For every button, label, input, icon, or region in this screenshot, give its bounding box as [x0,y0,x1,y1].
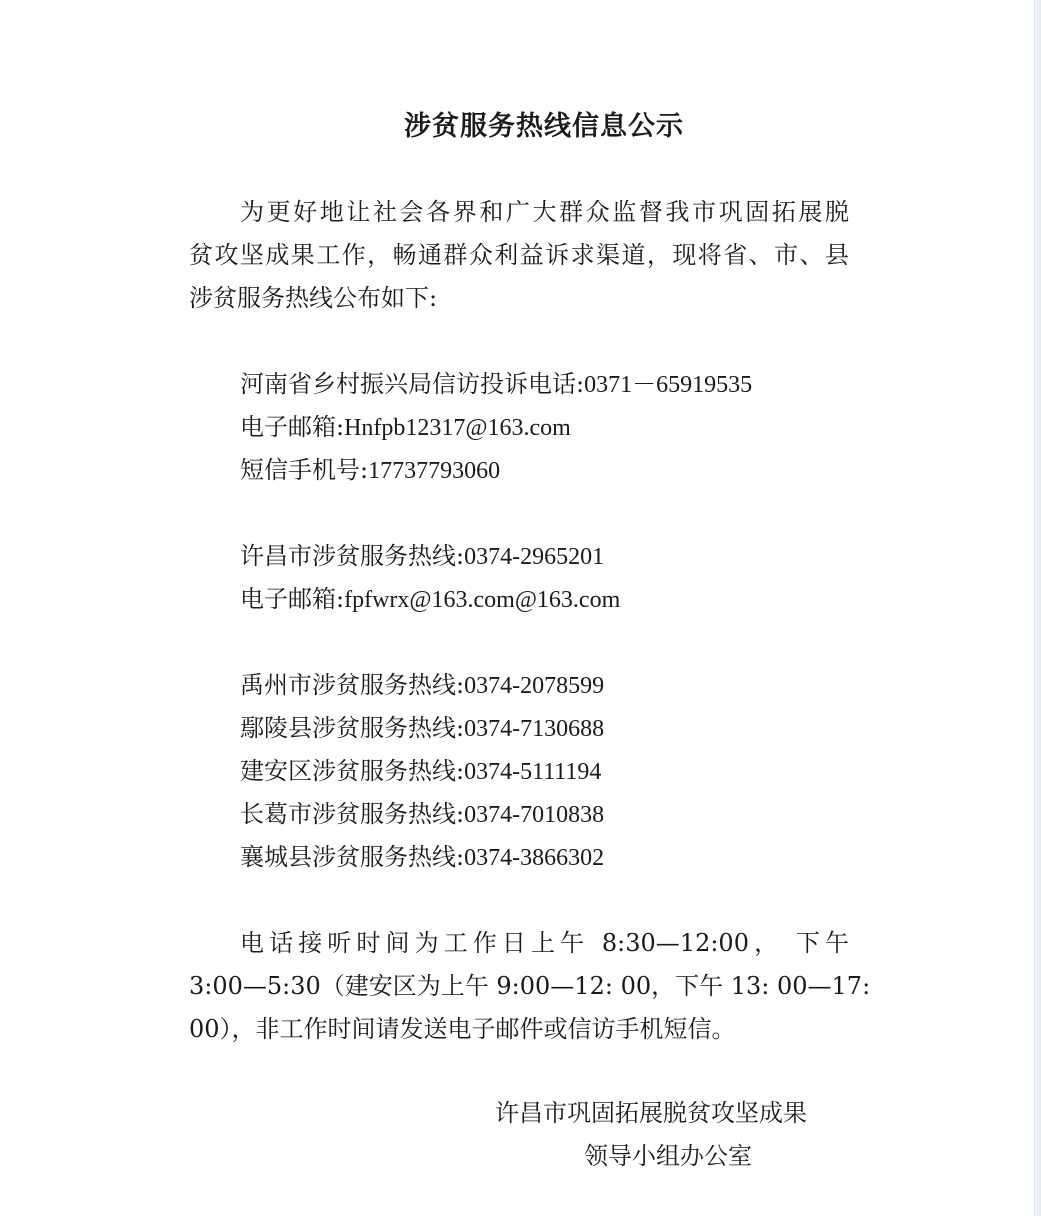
page-edge-divider [1034,0,1041,1216]
intro-line-3: 涉贫服务热线公布如下: [189,284,438,312]
county-hotline-value: 0374-2078599 [464,673,605,699]
province-email-row [240,412,571,443]
city-email-value: fpfwrx@163.com@163.com [344,587,621,613]
province-email-label: 电子邮箱: [240,413,345,441]
province-sms-row [240,455,500,486]
signature-organization: 许昌市巩固拓展脱贫攻坚成果 [495,1099,807,1127]
county-hotline-label: 襄城县涉贫服务热线: [240,843,465,871]
county-hotline-label: 鄢陵县涉贫服务热线: [240,714,465,742]
county-hotline-label: 禹州市涉贫服务热线: [240,671,465,699]
province-phone-row [240,369,752,400]
province-sms-label: 短信手机号: [240,456,369,484]
province-sms-value: 17737793060 [368,458,501,484]
city-email-row [240,584,620,615]
county-hotline-value: 0374-7130688 [464,716,605,742]
county-hotline-label: 建安区涉贫服务热线: [240,757,465,785]
county-hotline-label: 长葛市涉贫服务热线: [240,800,465,828]
province-email-value: Hnfpb12317@163.com [344,415,571,441]
county-hotline-row [240,670,604,701]
signature-office: 领导小组办公室 [584,1142,752,1170]
hours-line-2: 3:00—5:30（建安区为上午 9:00—12: 00，下午 13: 00—17: [189,972,871,1000]
county-hotline-row [240,713,604,744]
intro-line-1: 为更好地让社会各界和广大群众监督我市巩固拓展脱 [240,198,849,226]
county-hotline-row [240,756,601,787]
city-phone-label: 许昌市涉贫服务热线: [240,542,465,570]
county-hotline-row [240,842,604,873]
city-phone-row [240,541,604,572]
province-phone-value: 0371－65919535 [584,372,753,398]
county-hotline-row [240,799,604,830]
hours-line-3: 00），非工作时间请发送电子邮件或信访手机短信。 [189,1015,736,1043]
county-hotline-value: 0374-3866302 [464,845,605,871]
city-phone-value: 0374-2965201 [464,544,605,570]
city-email-label: 电子邮箱: [240,585,345,613]
intro-line-2: 贫攻坚成果工作，畅通群众利益诉求渠道，现将省、市、县 [189,241,849,269]
hours-line-1: 电话接听时间为工作日上午 8:30—12:00， 下午 [240,929,849,957]
county-hotline-value: 0374-5111194 [464,759,602,785]
province-phone-label: 河南省乡村振兴局信访投诉电话: [240,370,585,398]
document-title: 涉贫服务热线信息公示 [404,111,684,142]
county-hotline-value: 0374-7010838 [464,802,605,828]
